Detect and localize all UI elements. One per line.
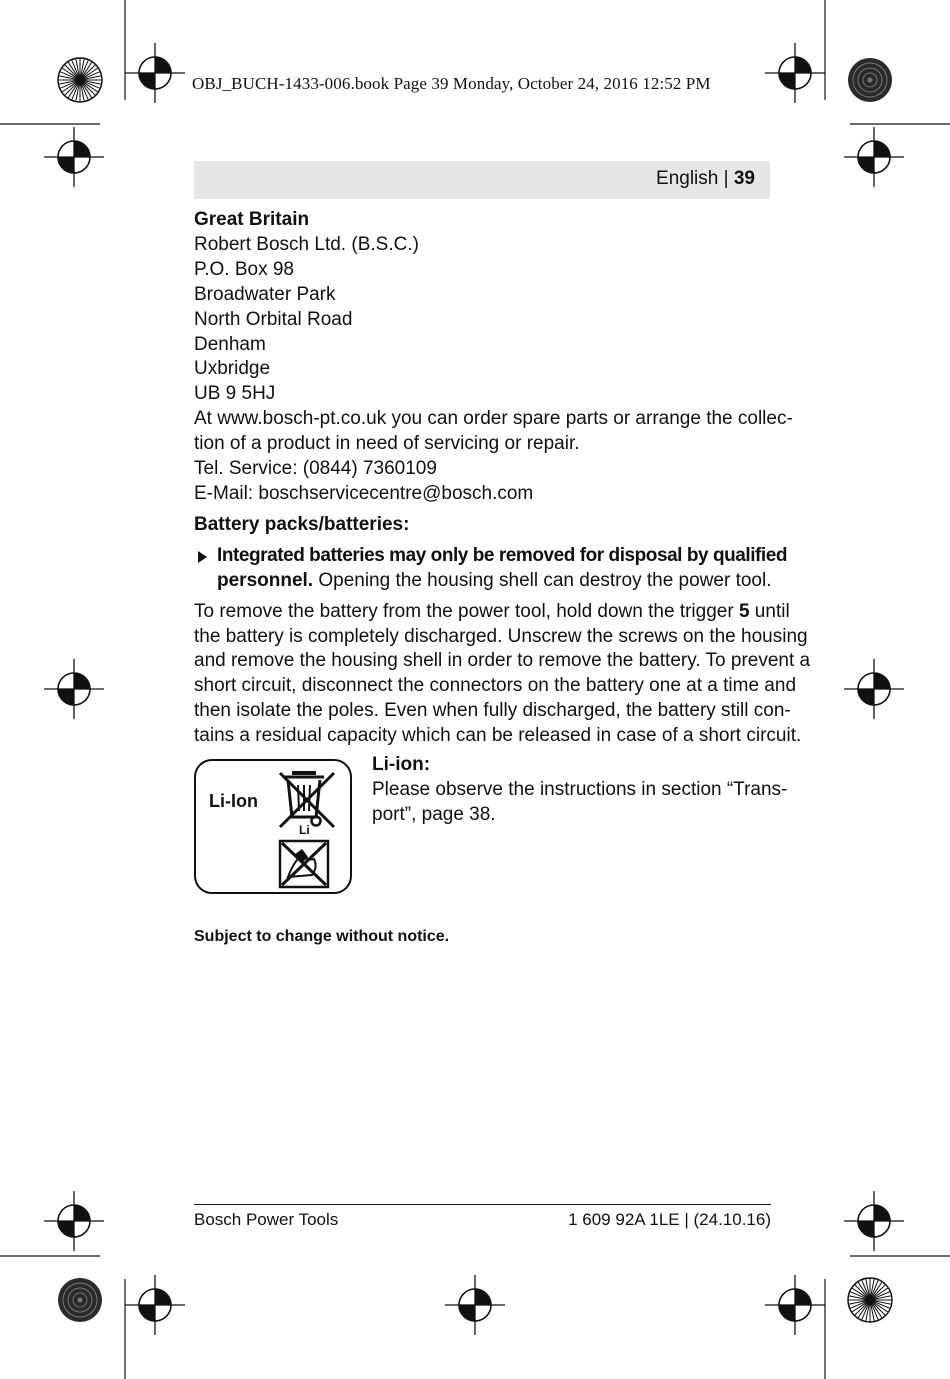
liion-section: [372, 753, 788, 828]
paragraph-line: the battery is completely discharged. Unscrew the screws on the housing: [194, 625, 808, 647]
paragraph-line: and remove the housing shell in order to remove the battery. To prevent a: [194, 650, 811, 672]
header-separator: |: [723, 168, 729, 189]
paragraph-line: tains a residual capacity which can be released in case of a short circuit.: [194, 725, 802, 747]
page-header-bar: [194, 161, 770, 199]
address-line: P.O. Box 98: [194, 258, 294, 280]
address-line: North Orbital Road: [194, 308, 353, 330]
footer-doc-number: 1 609 92A 1LE | (24.10.16): [568, 1210, 771, 1229]
service-text-line: At www.bosch-pt.co.uk you can order spare parts or arrange the collec-: [194, 408, 793, 430]
li-sub-label: Li: [299, 823, 310, 837]
paragraph-line-end: until: [749, 600, 790, 622]
liion-heading: Li-ion:: [372, 754, 431, 775]
address-block: [194, 233, 793, 507]
batteries-heading: Battery packs/batteries:: [194, 513, 410, 535]
trigger-number: 5: [738, 600, 750, 622]
address-heading: Great Britain: [194, 209, 310, 230]
address-line: Uxbridge: [194, 358, 271, 380]
email-line: E-Mail: boschservicecentre@bosch.com: [194, 482, 534, 504]
liion-symbol-label: Li-Ion: [209, 791, 258, 811]
warning-text: Opening the housing shell can destroy the power tool.: [318, 569, 772, 591]
paragraph-line: then isolate the poles. Even when fully discharged, the battery still con-: [194, 700, 791, 722]
battery-removal-paragraph: [194, 600, 811, 749]
page-number: 39: [733, 168, 755, 189]
address-line: Denham: [194, 333, 266, 355]
paragraph-line: short circuit, disconnect the connectors on the battery one at a time and: [194, 675, 797, 697]
main-content: [194, 208, 811, 749]
header-language: English: [656, 168, 719, 189]
change-notice: Subject to change without notice.: [194, 928, 450, 945]
page-header: [656, 168, 755, 190]
service-text-line: tion of a product in need of servicing or repair.: [194, 433, 580, 455]
address-line: Robert Bosch Ltd. (B.S.C.): [194, 233, 419, 255]
address-line: Broadwater Park: [194, 283, 336, 305]
print-header: OBJ_BUCH-1433-006.book Page 39 Monday, October 24, 2016 12:52 PM: [192, 74, 711, 93]
warning-bold-end: personnel.: [217, 569, 314, 591]
paragraph-line: To remove the battery from the power tool, hold down the trigger: [194, 600, 739, 622]
footer-divider: [194, 1204, 771, 1205]
phone-line: Tel. Service: (0844) 7360109: [194, 458, 437, 480]
footer-brand: Bosch Power Tools: [194, 1210, 339, 1229]
liion-text-line: port”, page 38.: [372, 803, 496, 825]
address-line: UB 9 5HJ: [194, 383, 276, 405]
liion-text-line: Please observe the instructions in section “Trans-: [372, 778, 788, 800]
bullet-triangle-icon: [198, 551, 207, 563]
warning-bold-line: Integrated batteries may only be removed for disposal by qualified: [217, 544, 788, 566]
liion-recycling-symbol: [194, 759, 352, 894]
warning-bullet: [194, 544, 788, 594]
